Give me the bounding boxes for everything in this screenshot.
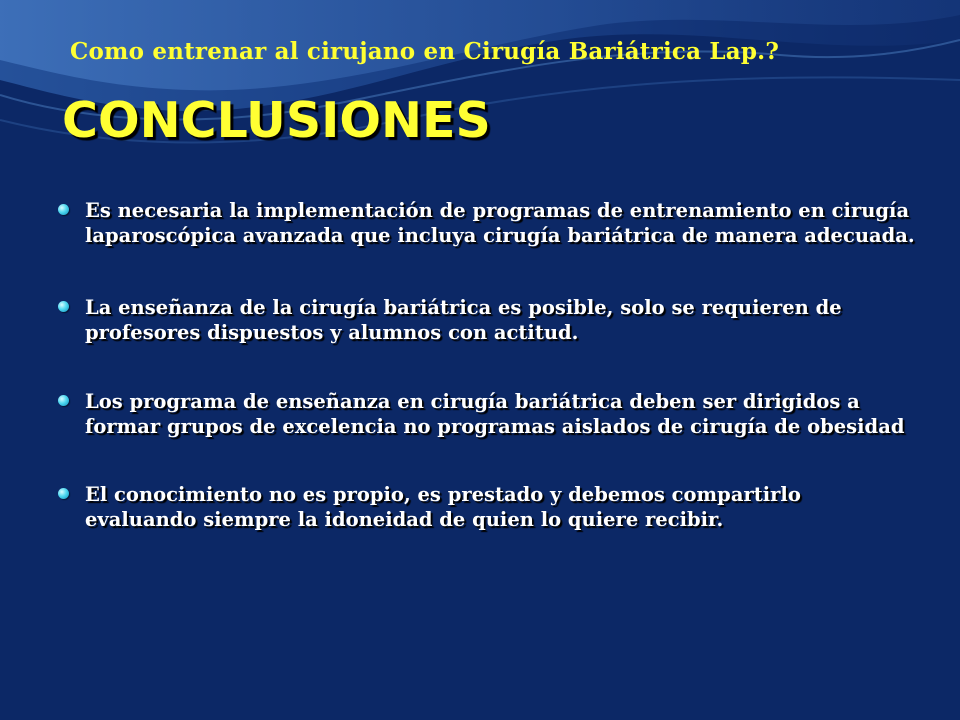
bullet-dot-icon [58,301,69,312]
bullet-text: Los programa de enseñanza en cirugía bariátrica deben ser dirigidos a formar grupos de excelencia no programas aislados de cirugía de obesidad [85,390,905,438]
bullet-dot-icon [58,204,69,215]
bullet-list [58,198,918,579]
bullet-text: La enseñanza de la cirugía bariátrica es posible, solo se requieren de profesores dispuestos y alumnos con actitud. [85,296,842,344]
bullet-item [58,482,918,532]
slide-title: CONCLUSIONES [62,92,491,149]
bullet-text: El conocimiento no es propio, es prestado y debemos compartirlo evaluando siempre la idoneidad de quien lo quiere recibir. [85,483,801,531]
bullet-item [58,295,918,345]
bullet-item [58,198,918,248]
bullet-text: Es necesaria la implementación de programas de entrenamiento en cirugía laparoscópica avanzada que incluya cirugía bariátrica de manera adecuada. [85,199,915,247]
bullet-dot-icon [58,395,69,406]
slide-subtitle: Como entrenar al cirujano en Cirugía Bariátrica Lap.? [70,38,780,65]
bullet-dot-icon [58,488,69,499]
bullet-item [58,389,918,439]
